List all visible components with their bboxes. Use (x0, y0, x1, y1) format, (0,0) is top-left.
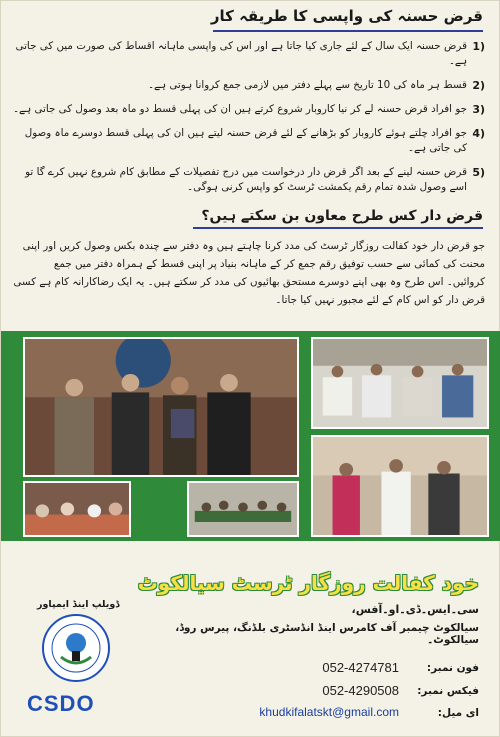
repayment-heading: قرض حسنہ کی واپسی کا طریقہ کار (210, 7, 483, 25)
step-item (13, 126, 485, 156)
loan-distribution-photo (311, 435, 489, 537)
repayment-steps (13, 39, 485, 204)
award-ceremony-photo (23, 337, 299, 477)
step-number: (2 (472, 79, 485, 92)
step-text: قسط ہر ماہ کی 10 تاریخ سے پہلے دفتر میں لازمی جمع کروانا ہوتی ہے۔ (147, 79, 467, 91)
helper-heading: قرض دار کس طرح معاون بن سکتے ہیں؟ (201, 208, 483, 224)
address-line-1: سی۔ایس۔ڈی۔او۔آفس، (351, 603, 479, 616)
logo-caption: ڈویلپ اینڈ ایمپاور (37, 599, 120, 610)
step-number: (5 (472, 166, 485, 179)
address-line-2: سیالکوٹ چیمبر آف کامرس اینڈ انڈسٹری بلڈنگ، پیرس روڈ، سیالکوٹ۔ (175, 622, 479, 646)
fax-number: 052-4290508 (322, 683, 399, 698)
csdo-emblem-icon (41, 613, 111, 683)
step-item (13, 39, 485, 69)
step-number: (4 (472, 127, 485, 140)
women-meeting-photo (23, 481, 131, 537)
step-text: جو افراد قرض حسنہ لے کر نیا کاروبار شروع کرتے ہیں ان کی پہلی قسط دو ماہ بعد وصول کی جاتی ہے۔ (13, 103, 467, 115)
community-meeting-photo (311, 337, 489, 429)
helper-paragraph: جو قرض دار خود کفالت روزگار ٹرسٹ کی مدد کرنا چاہتے ہیں وہ دفتر سے چندہ بکس وصول کریں اور اپنی محنت کی کمائی سے حسب توفیق رقم جمع کر کے ماہانہ بنیاد پر اپنی قسط کے ہمراہ دفتر میں جمع کروائیں۔ اس طرح وہ بھی اپنے دوسرے مستحق بھائیوں کی مدد کر سکتے ہیں۔ یہ ایک رضاکارانہ کام ہے کسی قرض دار کو اس کام کے لئے مجبور نہیں کیا جاتا۔ (13, 240, 485, 306)
step-number: (3 (472, 103, 485, 116)
phone-number: 052-4274781 (322, 660, 399, 675)
csdo-logo-text: CSDO (27, 691, 95, 716)
heading-underline (193, 227, 483, 229)
step-item (13, 165, 485, 195)
phone-label: فون نمبر: (426, 662, 479, 674)
step-text: جو افراد چلتے ہوئے کاروبار کو بڑھانے کے لئے قرض حسنہ لیتے ہیں ان کی پہلی قسط دوسرے ماہ وصول کی جاتی ہے۔ (24, 127, 467, 154)
training-session-photo (187, 481, 299, 537)
step-text: قرض حسنہ لینے کے بعد اگر قرض دار درخواست میں درج تفصیلات کے مطابق کام شروع نہیں کرے گا تو اسے وصول شدہ تمام رقم یکمشت ٹرسٹ کو واپس کرنی ہوگی۔ (25, 166, 467, 193)
photo-collage (1, 331, 500, 541)
step-item (13, 102, 485, 117)
email-address[interactable]: khudkifalatskt@gmail.com (259, 705, 399, 719)
step-text: قرض حسنہ ایک سال کے لئے جاری کیا جاتا ہے اور اس کی واپسی ماہانہ اقساط کی صورت میں کی جاتی ہے۔ (15, 40, 467, 67)
heading-underline (213, 30, 483, 32)
fax-label: فیکس نمبر: (417, 685, 479, 697)
trust-name: خود کفالت روزگار ٹرسٹ سیالکوٹ (137, 571, 479, 595)
email-label: ای میل: (437, 707, 479, 719)
step-number: (1 (472, 40, 485, 53)
step-item (13, 78, 485, 93)
